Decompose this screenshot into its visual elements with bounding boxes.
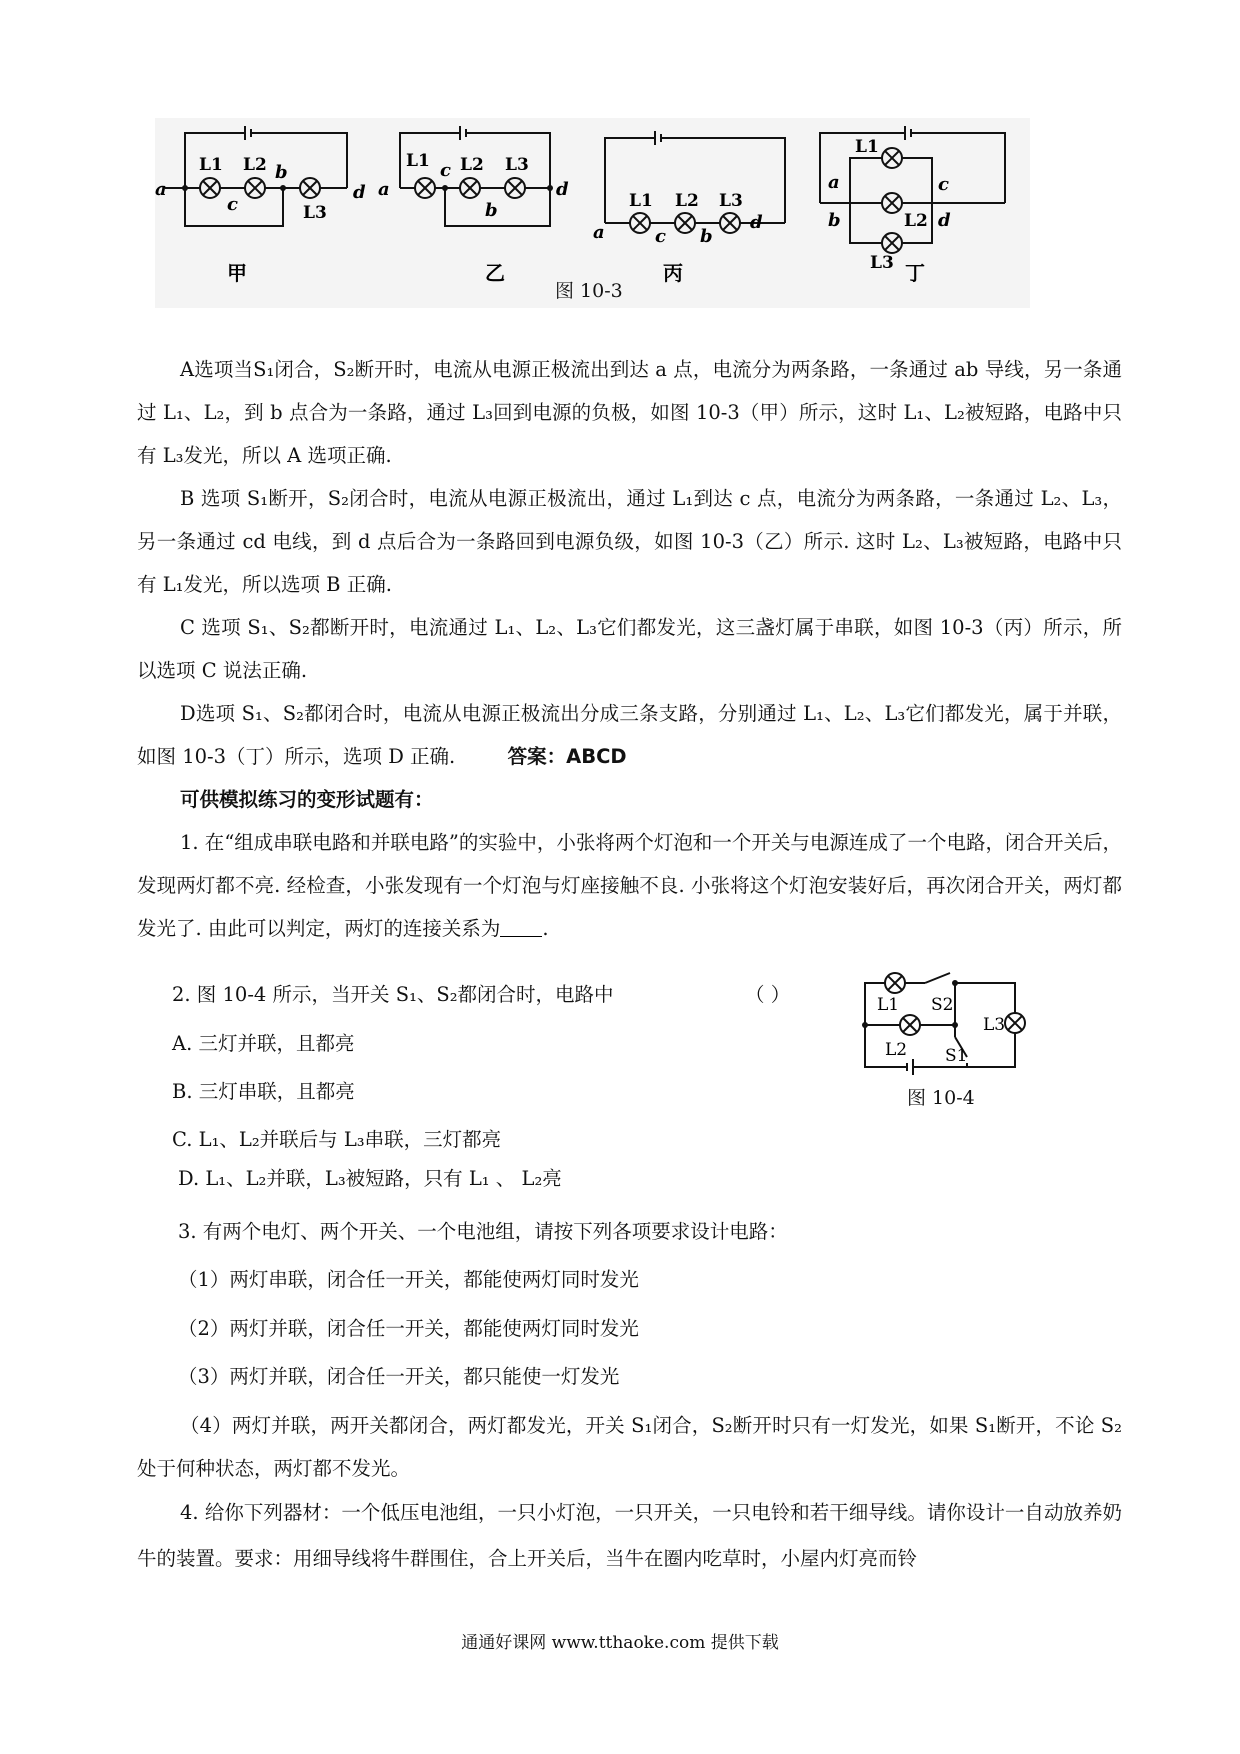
question-3-item-4: （4）两灯并联，两开关都闭合，两灯都发光，开关 S₁闭合，S₂断开时只有一灯发光，如果 S₁断开，不论 S₂处于何种状态，两灯都不发光。 [137,1414,1122,1480]
question-4-block [137,1490,1122,1582]
lamp-label-l3: L3 [303,203,327,223]
question-3-stem: 3. 有两个电灯、两个开关、一个电池组，请按下列各项要求设计电路： [178,1220,788,1243]
lamp-label-l1: L1 [629,191,653,211]
question-2-option-d: D. L₁、L₂并联，L₃被短路，只有 L₁ 、 L₂亮 [178,1167,562,1190]
lamp-label-l3: L3 [505,155,529,175]
question-1 [137,821,1122,950]
node-label-c: c [227,194,238,215]
explanation-option-d [137,692,1122,778]
node-label-b: b [700,226,713,247]
figure-10-4 [855,965,1045,1115]
explanation-option-d-text: D选项 S₁、S₂都闭合时，电流从电源正极流出分成三条支路，分别通过 L₁、L₂、L₃它们都发光，属于并联，如图 10-3（丁）所示，选项 D 正确. [137,702,1122,768]
question-3-item-1: （1）两灯串联，闭合任一开关，都能使两灯同时发光 [178,1268,639,1291]
node-label-a: a [593,222,605,243]
lamp-label-l2: L2 [675,191,699,211]
node-label-d: d [938,210,951,231]
question-2-option-a: A. 三灯并联，且都亮 [172,1032,355,1055]
node-label-c: c [938,174,949,195]
question-2-bracket: （ ） [745,983,791,1006]
subfigure-label: 丁 [905,261,925,285]
circuit-ding-diagram [810,118,1025,308]
node-label-a: a [828,172,840,193]
node-label-b: b [275,162,288,183]
lamp-label-l2: L2 [460,155,484,175]
label-l1: L1 [877,995,900,1015]
node-label-b: b [828,210,841,231]
question-4-text: 4. 给你下列器材：一个低压电池组，一只小灯泡，一只开关，一只电铃和若干细导线。请你设计一自动放养奶牛的装置。要求：用细导线将牛群围住，合上开关后，当牛在圈内吃草时，小屋内灯亮而铃 [137,1501,1122,1570]
node-label-d: d [556,179,569,200]
node-label-c: c [655,226,666,247]
lamp-label-l2: L2 [904,211,928,231]
question-2-stem: 2. 图 10-4 所示，当开关 S₁、S₂都闭合时，电路中 [172,983,614,1006]
lamp-label-l1: L1 [406,151,430,171]
question-2-option-b: B. 三灯串联，且都亮 [172,1080,355,1103]
circuit-jia-diagram [155,118,375,308]
figure-10-3-jia [155,118,375,308]
question-3-item-3: （3）两灯并联，闭合任一开关，都只能使一灯发光 [178,1365,620,1388]
explanation-block [137,348,1122,950]
explanation-option-b: B 选项 S₁断开，S₂闭合时，电流从电源正极流出，通过 L₁到达 c 点，电流分为两条路，一条通过 L₂、L₃，另一条通过 cd 电线，到 d 点后合为一条路回到电源负级，如图 10-3（乙）所示. 这时 L₂、L₃被短路，电路中只有 L₁发光，所以选项 B 正确. [137,487,1122,596]
label-l3: L3 [983,1015,1006,1035]
question-2-option-c: C. L₁、L₂并联后与 L₃串联，三灯都亮 [172,1128,502,1151]
figure-10-3-ding [810,118,1025,308]
answer-blank[interactable] [500,916,542,937]
lamp-label-l1: L1 [855,137,879,157]
question-1-text: 1. 在“组成串联电路和并联电路”的实验中，小张将两个灯泡和一个开关与电源连成了一个电路，闭合开关后，发现两灯都不亮. 经检查，小张发现有一个灯泡与灯座接触不良. 小张将这个灯泡安装好后，再次闭合开关，两灯都发光了. 由此可以判定，两灯的连接关系为 [137,831,1122,940]
circuit-10-4-diagram [855,965,1045,1080]
label-s2: S2 [931,995,954,1015]
node-label-a: a [155,179,167,200]
lamp-label-l3: L3 [719,191,743,211]
label-l2: L2 [885,1040,908,1060]
subfigure-label: 乙 [485,261,505,285]
question-1-end: . [542,917,549,940]
circuit-bing-diagram [595,118,805,308]
node-label-d: d [750,212,763,233]
page-footer: 通通好课网 www.tthaoke.com 提供下载 [461,1633,779,1653]
figure-10-4-caption: 图 10-4 [907,1087,975,1109]
explanation-option-c: C 选项 S₁、S₂都断开时，电流通过 L₁、L₂、L₃它们都发光，这三盏灯属于串联，如图 10-3（丙）所示，所以选项 C 说法正确. [137,616,1122,682]
question-3-item-2: （2）两灯并联，闭合任一开关，都能使两灯同时发光 [178,1317,639,1340]
question-3-item-4-block [137,1404,1122,1490]
lamp-label-l2: L2 [243,155,267,175]
node-label-a: a [378,179,390,200]
subfigure-label: 甲 [227,261,247,285]
lamp-label-l1: L1 [199,155,223,175]
figure-10-3-caption: 图 10-3 [555,280,623,302]
label-s1: S1 [945,1046,968,1066]
node-label-c: c [440,160,451,181]
explanation-option-a: A选项当S₁闭合，S₂断开时，电流从电源正极流出到达 a 点，电流分为两条路，一条通过 ab 导线，另一条通过 L₁、L₂，到 b 点合为一条路，通过 L₃回到电源的负极，如图 10-3（甲）所示，这时 L₁、L₂被短路，电路中只有 L₃发光，所以 A 选项正确. [137,358,1122,467]
section-title: 可供模拟练习的变形试题有： [180,788,434,811]
node-label-d: d [353,182,366,203]
lamp-label-l3: L3 [870,253,894,273]
subfigure-label: 丙 [663,261,683,285]
figure-10-3 [155,118,1030,308]
answer-text: 答案：ABCD [507,745,627,768]
figure-10-3-bing [595,118,805,308]
node-label-b: b [485,200,498,221]
